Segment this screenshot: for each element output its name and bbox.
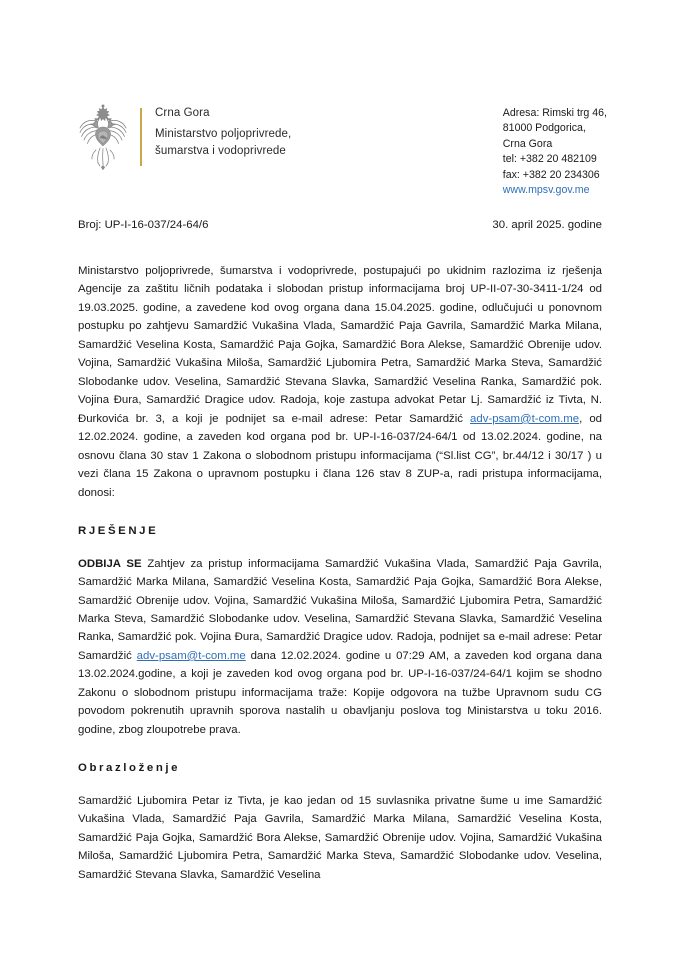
contact-block [503, 104, 607, 199]
email-link-applicant-2[interactable]: adv-psam@t-com.me [136, 649, 246, 662]
decision-text-part-2: dana 12.02.2024. godine u 07:29 AM, a zaveden kod organa dana 13.02.2024.godine, a koji je zaveden kod ovog organa pod br. UP-I-16-037/24-64/1 kojim se shodno Zakonu o slobodnom pristupu informacijama traže: Kopije odgovora na tužbe Upravnom sudu CG povodom pokrenutih upravnih sporova nastalih u obavljanju poslova tog Ministarstva u toku 2016. godine, zbog zloupotrebe prava. [78, 649, 602, 736]
telephone: tel: +382 20 482109 [502, 153, 597, 166]
spacer [78, 502, 602, 522]
decision-verb: ODBIJA SE [78, 557, 142, 570]
ministry-name [155, 126, 291, 159]
letterhead-divider [140, 108, 142, 166]
document-number: Broj: UP-I-16-037/24-64/6 [78, 219, 209, 231]
ministry-name-line1: Ministarstvo poljoprivrede, [155, 128, 292, 141]
address-line-3: Crna Gora [502, 137, 553, 150]
address-line-2: 81000 Podgorica, [502, 122, 586, 135]
intro-text-part-1: Ministarstvo poljoprivrede, šumarstva i vodoprivrede, postupajući po ukidnim razlozima iz rješenja Agencije za zaštitu ličnih podataka i slobodan pristup informacijama broj UP-II-07-30-3411-1/24 od 19.03.2025. godine, a zavedene kod ovog organa dana 15.04.2025. godine, odlučujući u ponovnom postupku po zahtjevu Samardžić Vukašina Vlada, Samardžić Paja Gavrila, Samardžić Marka Milana, Samardžić Veselina Kosta, Samardžić Paja Gojka, Samardžić Bora Alekse, Samardžić Obrenije udov. Vojina, Samardžić Vukašina Miloša, Samardžić Ljubomira Petra, Samardžić Marka Steva, Samardžić Slobodanke udov. Veselina, Samardžić Stevana Slavka, Samardžić Veselina Ranka, Samardžić pok. Vojina Đura, Samardžić Dragice udov. Radoja, koje zastupa advokat Petar Lj. Samardžić iz Tivta, N. Đurkovića br. 3, a koji je podnijet sa e-mail adrese: Petar Samardžić [78, 265, 602, 425]
document-date: 30. april 2025. godine [492, 219, 602, 231]
letterhead [0, 104, 679, 199]
fax: fax: +382 20 234306 [502, 168, 600, 181]
reference-row [78, 219, 602, 231]
decision-text-part-1: Zahtjev za pristup informacijama Samardžić Vukašina Vlada, Samardžić Paja Gavrila, Samardžić Marka Milana, Samardžić Veselina Kosta, Samardžić Paja Gojka, Samardžić Bora Alekse, Samardžić Obrenije udov. Vojina, Samardžić Vukašina Miloša, Samardžić Ljubomira Petra, Samardžić Marka Steva, Samardžić Slobodanke udov. Veselina, Samardžić Stevana Slavka, Samardžić Veselina Ranka, Samardžić pok. Vojina Đura, Samardžić Dragice udov. Radoja, podnijet sa e-mail adrese: Petar Samardžić [78, 557, 602, 662]
heading-explanation: Obrazloženje [78, 762, 181, 775]
address-line-1: Adresa: Rimski trg 46, [502, 107, 607, 119]
ministry-text [155, 104, 291, 172]
spacer [78, 541, 602, 555]
montenegro-coat-of-arms-icon [76, 104, 130, 172]
heading-resolution: RJEŠENJE [78, 525, 159, 538]
website-link[interactable]: www.mpsv.gov.me [502, 184, 590, 197]
decision-paragraph [78, 555, 602, 740]
email-link-applicant-1[interactable]: adv-psam@t-com.me [470, 412, 580, 425]
ministry-name-line2: šumarstva i vodoprivrede [155, 144, 286, 157]
document-body [78, 262, 602, 884]
country-name: Crna Gora [155, 107, 210, 119]
ministry-branding [76, 104, 291, 172]
spacer [78, 778, 602, 792]
intro-paragraph [78, 262, 602, 502]
spacer [78, 739, 602, 759]
intro-text-part-2: , od 12.02.2024. godine, a zaveden kod organa pod br. UP-I-16-037/24-64/1 od 13.02.2024. godine, na osnovu člana 30 stav 1 Zakona o slobodnom pristupu informacijama (“Sl.list CG”, br.44/12 i 30/17 ) u vezi člana 15 Zakona o upravnom postupku i člana 126 stav 8 ZUP-a, radi pristupa informacijama, donosi: [78, 412, 602, 499]
explanation-paragraph: Samardžić Ljubomira Petar iz Tivta, je kao jedan od 15 suvlasnika privatne šume u ime Samardžić Vukašina Vlada, Samardžić Paja Gavrila, Samardžić Marka Milana, Samardžić Veselina Kosta, Samardžić Paja Gojka, Samardžić Bora Alekse, Samardžić Obrenije udov. Vojina, Samardžić Vukašina Miloša, Samardžić Ljubomira Petra, Samardžić Marka Steva, Samardžić Slobodanke udov. Veselina, Samardžić Stevana Slavka, Samardžić Veselina [78, 794, 602, 881]
